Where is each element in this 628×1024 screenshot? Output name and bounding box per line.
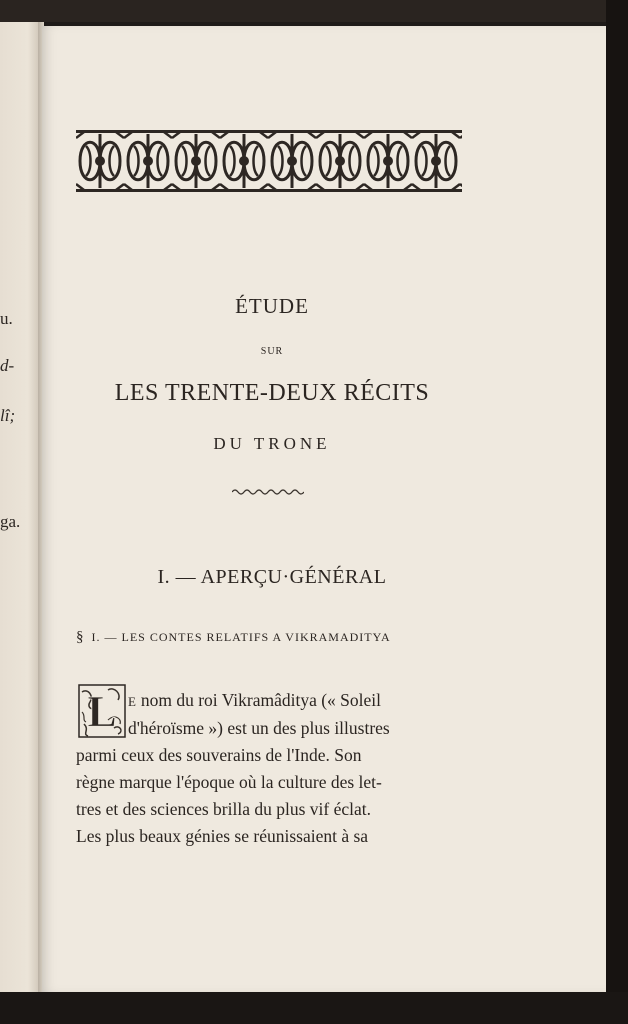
- scan-border-top: [0, 0, 628, 22]
- facing-page-fragment: u.: [0, 309, 13, 328]
- section-mark: §: [76, 629, 85, 645]
- ornamental-header-band: [76, 128, 462, 194]
- heading-subtitle: DU TRONE: [213, 434, 331, 453]
- decorative-squiggle: [232, 488, 304, 496]
- small-caps-initial: E: [128, 694, 137, 709]
- facing-page-edge: [0, 22, 40, 1002]
- body-line-3: parmi ceux des souverains de l'Inde. Son: [76, 745, 362, 765]
- body-line-2: d'héroïsme ») est un des plus illustres: [128, 718, 390, 738]
- body-line-1-text: nom du roi Vikramâditya (« Soleil: [136, 690, 382, 710]
- facing-page-fragment: ga.: [0, 512, 21, 531]
- book-page: [42, 26, 606, 992]
- ornamental-drop-cap: [78, 684, 126, 738]
- body-line-4: règne marque l'époque où la culture des let-: [76, 772, 382, 792]
- section-title: I. — APERÇU·GÉNÉRAL: [157, 566, 387, 588]
- heading-main-title: LES TRENTE-DEUX RÉCITS: [114, 380, 430, 406]
- subsection-text: I. — LES CONTES RELATIFS A VIKRAMADITYA: [91, 630, 391, 644]
- heading-etude: ÉTUDE: [235, 294, 309, 318]
- scan-border-bottom: [0, 992, 628, 1024]
- body-line-1: [128, 690, 381, 711]
- drop-cap-letter: L: [87, 687, 117, 736]
- facing-page-fragment: d-: [0, 356, 15, 375]
- body-line-6: Les plus beaux génies se réunissaient à sa: [76, 826, 369, 846]
- body-line-5: tres et des sciences brilla du plus vif éclat.: [76, 799, 371, 819]
- heading-sur: SUR: [260, 346, 284, 357]
- subsection-heading: [76, 629, 476, 646]
- scan-border-right: [606, 0, 628, 1024]
- facing-page-fragment: lî;: [0, 406, 16, 425]
